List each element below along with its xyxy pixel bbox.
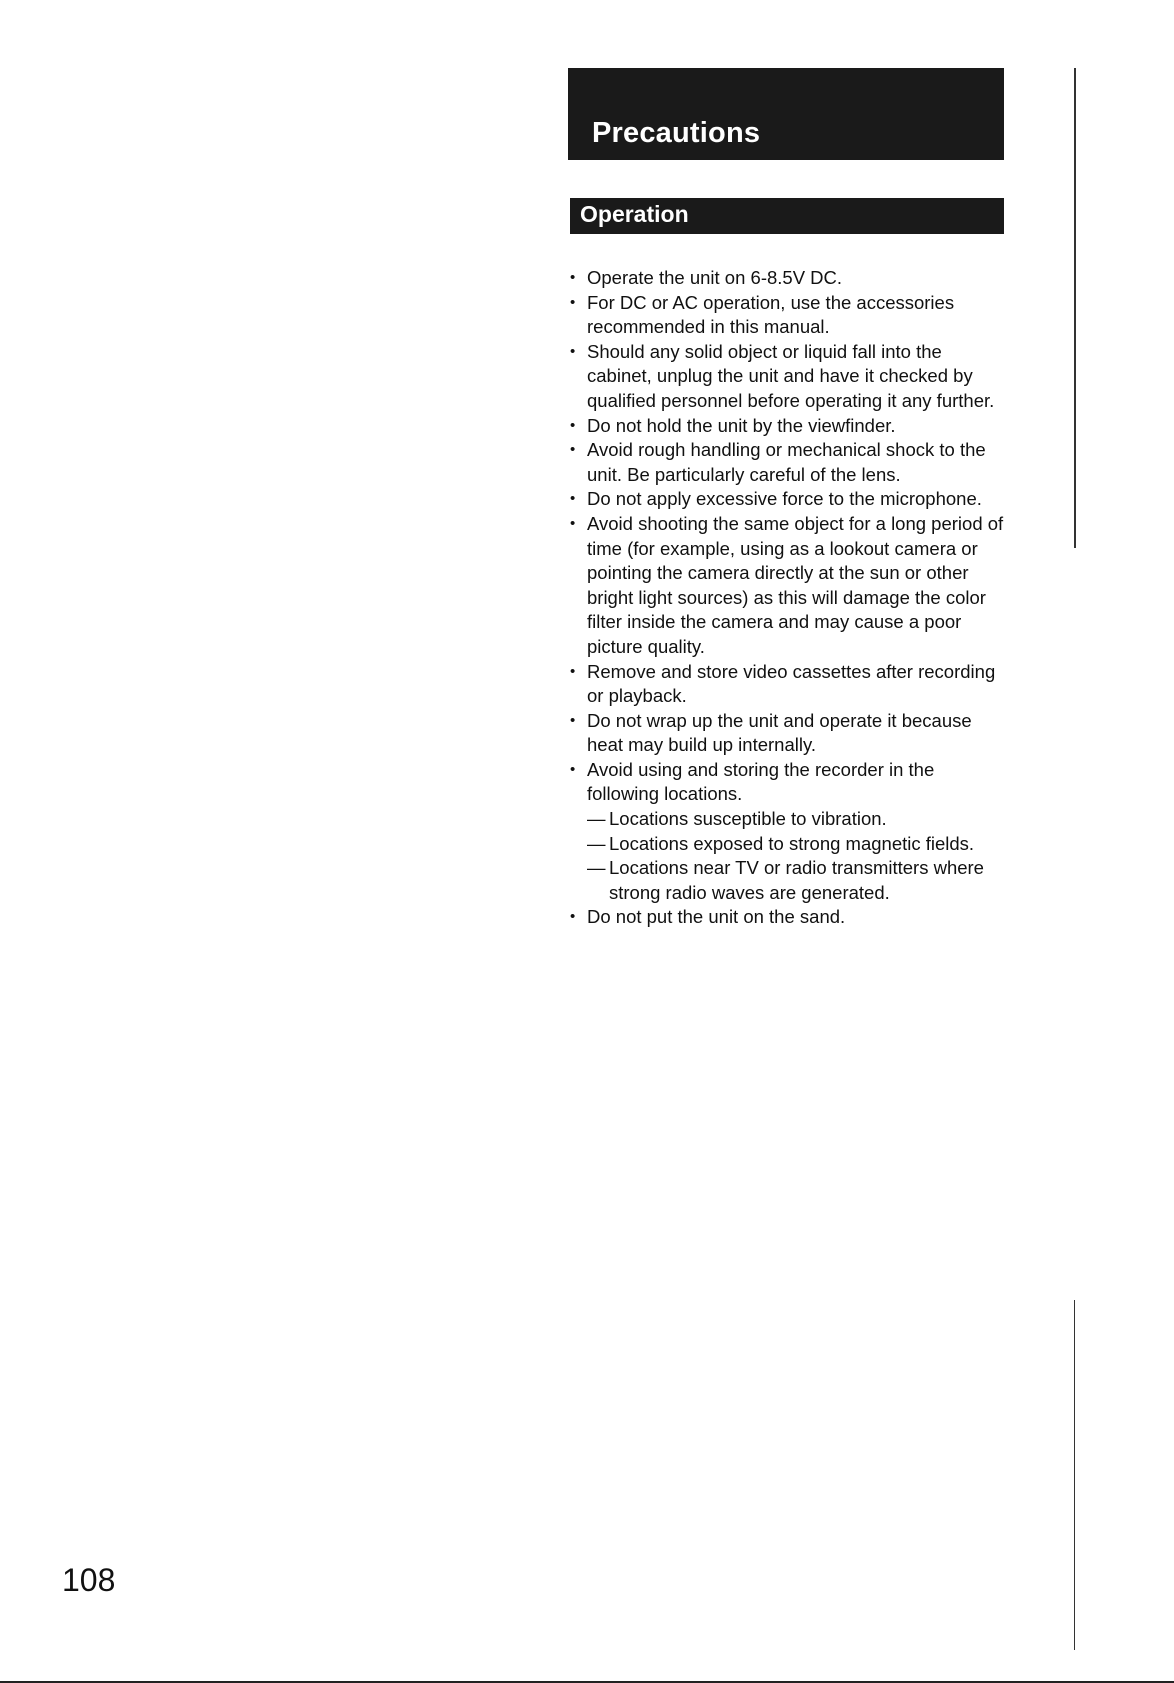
list-item: • Do not wrap up the unit and operate it because heat may build up internally. xyxy=(570,709,1010,758)
precautions-content xyxy=(570,266,1010,930)
section-banner xyxy=(570,198,1004,234)
list-item: • Operate the unit on 6-8.5V DC. xyxy=(570,266,1010,291)
page-title: Precautions xyxy=(592,117,761,149)
list-item: • Should any solid object or liquid fall into the cabinet, unplug the unit and have it checked by qualified personnel before operating it any further. xyxy=(570,340,1010,414)
binding-edge-line-top xyxy=(1074,68,1076,548)
binding-edge-line-bottom xyxy=(1074,1300,1075,1650)
page-number: 108 xyxy=(62,1562,116,1598)
title-banner xyxy=(568,68,1004,160)
list-item: • Do not hold the unit by the viewfinder. xyxy=(570,414,1010,439)
list-item: • Do not apply excessive force to the microphone. xyxy=(570,487,1010,512)
list-item: • Avoid rough handling or mechanical shock to the unit. Be particularly careful of the lens. xyxy=(570,438,1010,487)
list-item: • Do not put the unit on the sand. xyxy=(570,905,1010,930)
list-item: • For DC or AC operation, use the accessories recommended in this manual. xyxy=(570,291,1010,340)
section-title: Operation xyxy=(580,201,689,227)
locations-sublist xyxy=(587,807,1010,905)
list-item-locations xyxy=(570,758,1010,906)
list-item: • Remove and store video cassettes after recording or playback. xyxy=(570,660,1010,709)
sublist-item: — Locations susceptible to vibration. xyxy=(587,807,1010,832)
sublist-item: — Locations exposed to strong magnetic fields. xyxy=(587,832,1010,857)
list-item: • Avoid shooting the same object for a long period of time (for example, using as a lookout camera or pointing the camera directly at the sun or other bright light sources) as this will damage the color filter inside the camera and may cause a poor picture quality. xyxy=(570,512,1010,660)
sublist-item: — Locations near TV or radio transmitters where strong radio waves are generated. xyxy=(587,856,1010,905)
precautions-list xyxy=(570,266,1010,930)
list-item-text: Avoid using and storing the recorder in the following locations. xyxy=(587,758,935,805)
